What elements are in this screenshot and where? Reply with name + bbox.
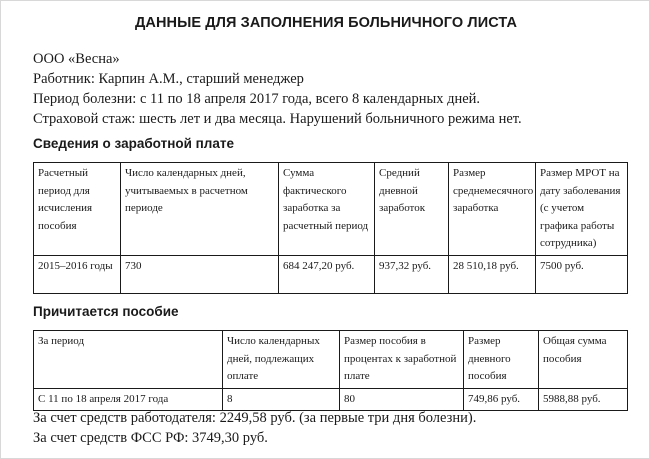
header-cell: Размер дневного пособия bbox=[464, 331, 539, 389]
table-cell: 2015–2016 годы bbox=[34, 255, 121, 293]
header-cell: Расчетный период для исчисления пособия bbox=[34, 163, 121, 256]
table-cell: 80 bbox=[340, 388, 464, 411]
table-cell: 684 247,20 руб. bbox=[279, 255, 375, 293]
employee-line: Работник: Карпин А.М., старший менеджер bbox=[33, 71, 304, 87]
table-cell: 937,32 руб. bbox=[375, 255, 449, 293]
table-header-row bbox=[34, 331, 628, 389]
header-cell: Общая сумма пособия bbox=[539, 331, 628, 389]
table-cell: 730 bbox=[121, 255, 279, 293]
salary-table bbox=[33, 162, 628, 294]
table-row bbox=[34, 255, 628, 293]
insurance-record-line: Страховой стаж: шесть лет и два месяца. Нарушений больничного режима нет. bbox=[33, 111, 522, 127]
table-header-row bbox=[34, 163, 628, 256]
header-cell: Средний дневной заработок bbox=[375, 163, 449, 256]
header-cell: Размер среднемесячного заработка bbox=[449, 163, 536, 256]
header-cell: Сумма фактического заработка за расчетный период bbox=[279, 163, 375, 256]
header-cell: Размер пособия в процентах к заработной плате bbox=[340, 331, 464, 389]
header-cell: Размер МРОТ на дату заболевания (с учетом графика работы сотрудника) bbox=[536, 163, 628, 256]
table-cell: С 11 по 18 апреля 2017 года bbox=[34, 388, 223, 411]
salary-section-heading: Сведения о заработной плате bbox=[33, 136, 234, 151]
document-title: ДАННЫЕ ДЛЯ ЗАПОЛНЕНИЯ БОЛЬНИЧНОГО ЛИСТА bbox=[134, 15, 518, 31]
benefit-section-heading: Причитается пособие bbox=[33, 304, 179, 319]
intro-block bbox=[33, 49, 522, 129]
company-name: ООО «Весна» bbox=[33, 51, 120, 67]
header-cell: Число календарных дней, подлежащих оплате bbox=[223, 331, 340, 389]
header-cell: За период bbox=[34, 331, 223, 389]
table-cell: 28 510,18 руб. bbox=[449, 255, 536, 293]
table-cell: 7500 руб. bbox=[536, 255, 628, 293]
fss-share-line: За счет средств ФСС РФ: 3749,30 руб. bbox=[33, 430, 268, 446]
illness-period-line: Период болезни: с 11 по 18 апреля 2017 года, всего 8 календарных дней. bbox=[33, 91, 481, 107]
table-cell: 5988,88 руб. bbox=[539, 388, 628, 411]
table-cell: 8 bbox=[223, 388, 340, 411]
footer-block bbox=[33, 408, 476, 448]
table-cell: 749,86 руб. bbox=[464, 388, 539, 411]
employer-share-line: За счет средств работодателя: 2249,58 руб. (за первые три дня болезни). bbox=[33, 410, 477, 426]
benefit-table bbox=[33, 330, 628, 411]
header-cell: Число календарных дней, учитываемых в расчетном периоде bbox=[121, 163, 279, 256]
